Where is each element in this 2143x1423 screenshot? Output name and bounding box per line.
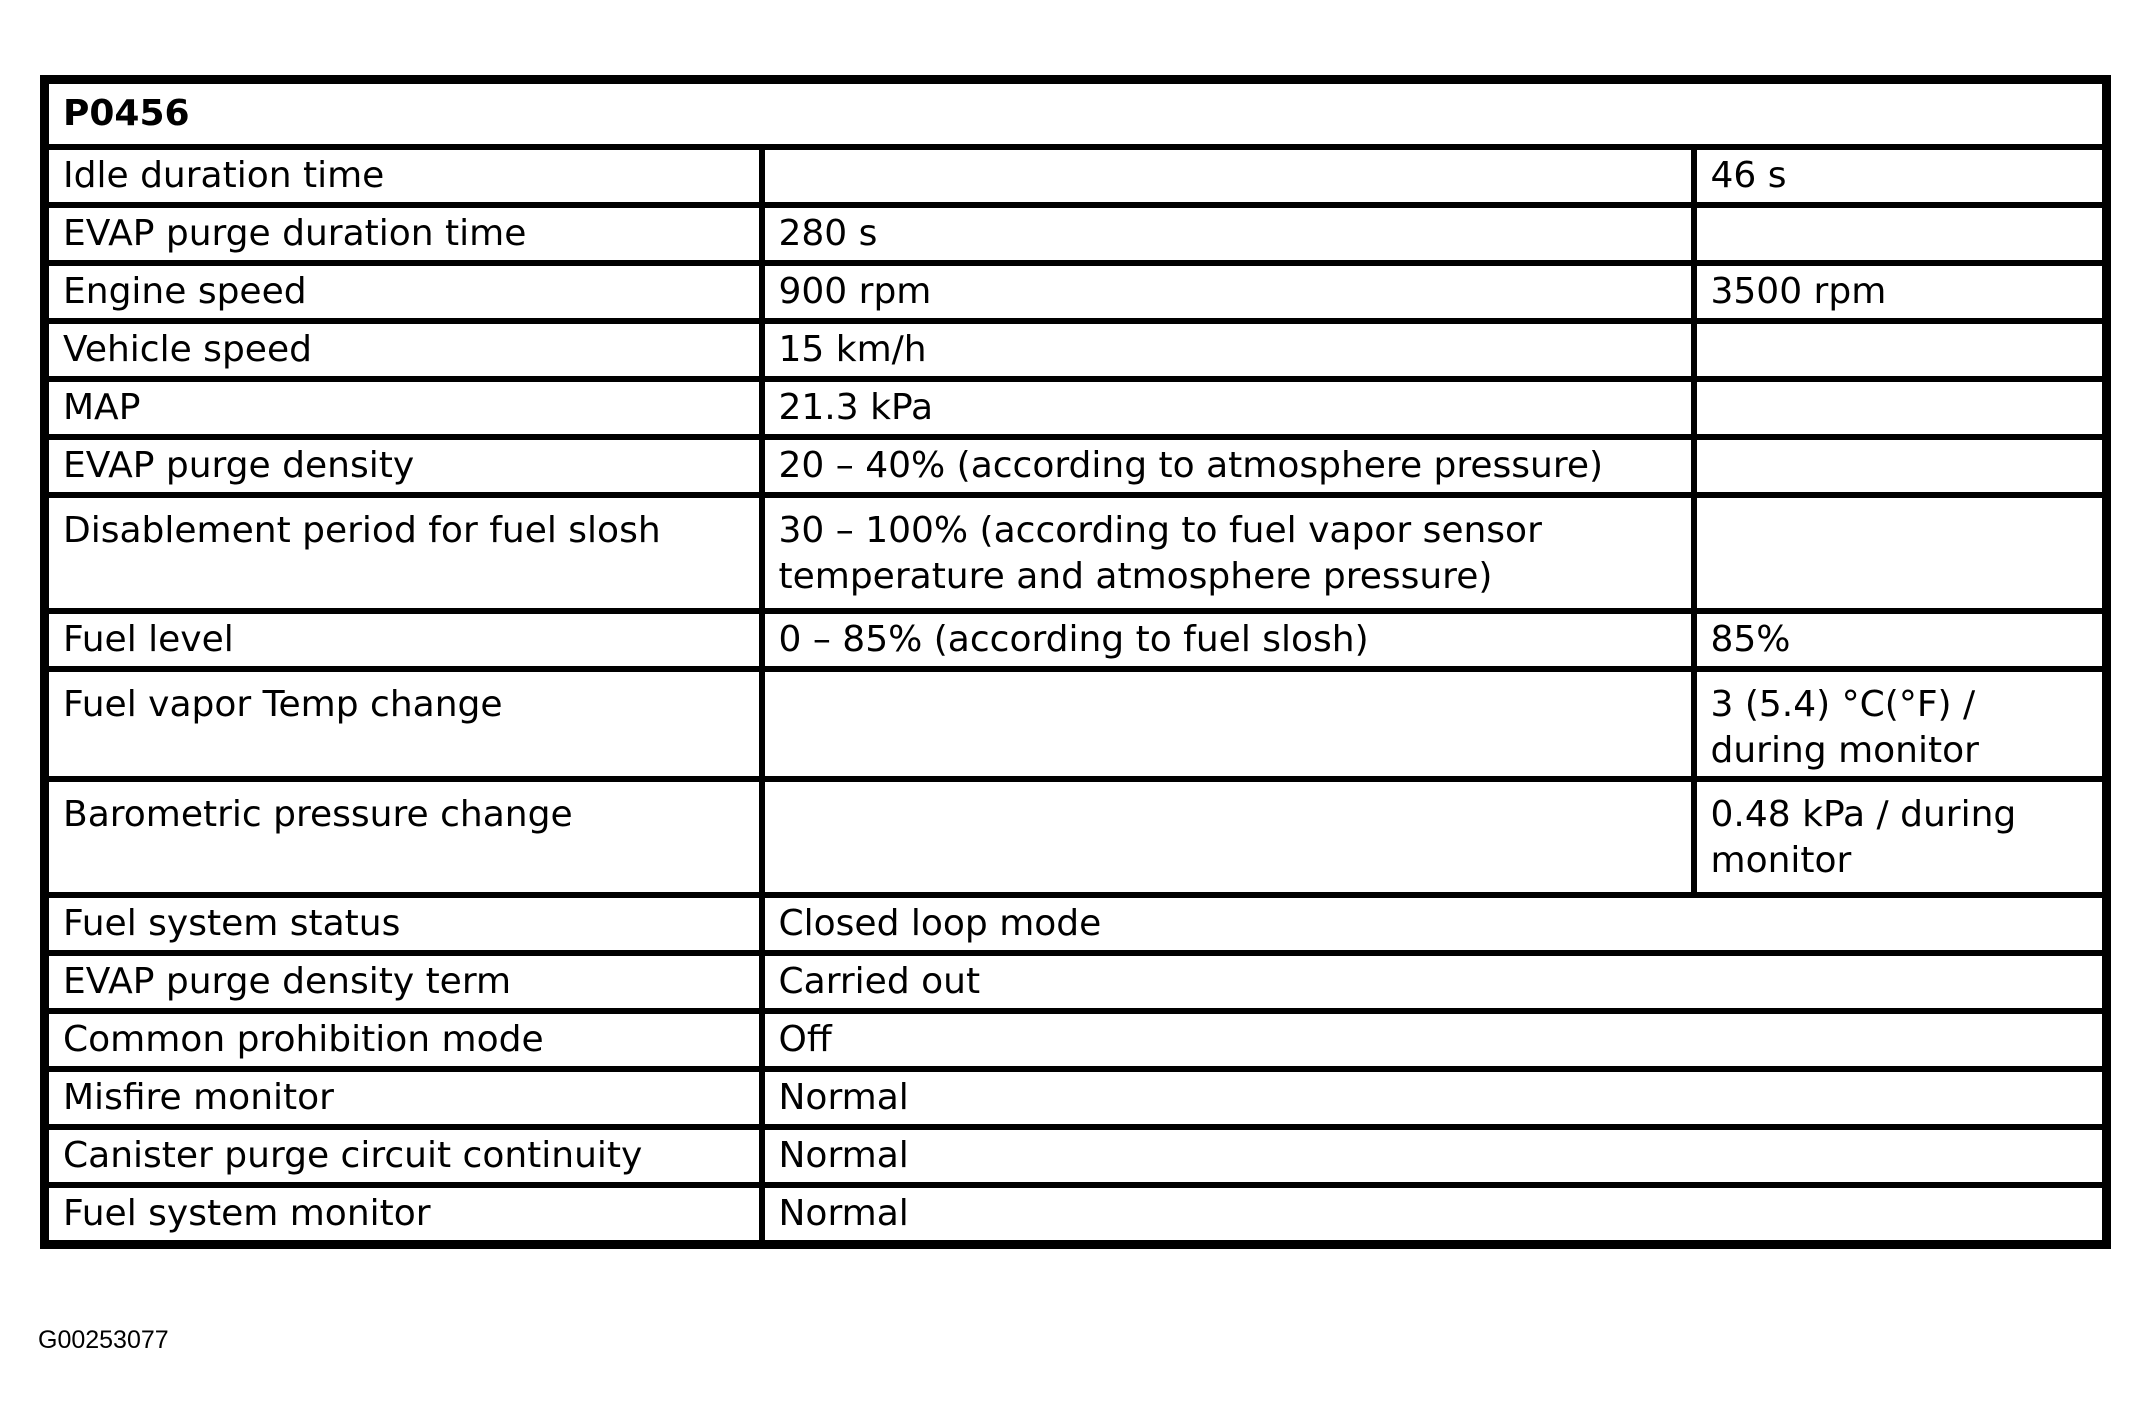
row-label: Common prohibition mode	[45, 1011, 762, 1069]
table-row	[45, 147, 2107, 205]
row-value: 280 s	[762, 205, 1694, 263]
row-label: Vehicle speed	[45, 321, 762, 379]
table-row	[45, 1185, 2107, 1245]
row-max: 3 (5.4) °C(°F) / during monitor	[1694, 669, 2107, 779]
row-value: 900 rpm	[762, 263, 1694, 321]
table-header-row	[45, 80, 2107, 148]
table-row	[45, 321, 2107, 379]
row-max: 85%	[1694, 611, 2107, 669]
row-label: MAP	[45, 379, 762, 437]
dtc-code-title: P0456	[45, 80, 2107, 148]
row-label: Fuel vapor Temp change	[45, 669, 762, 779]
table-row	[45, 611, 2107, 669]
row-max	[1694, 495, 2107, 611]
row-label: Idle duration time	[45, 147, 762, 205]
row-label: EVAP purge density	[45, 437, 762, 495]
row-max	[1694, 379, 2107, 437]
row-label: EVAP purge density term	[45, 953, 762, 1011]
row-value: Normal	[762, 1127, 2107, 1185]
table-row	[45, 1011, 2107, 1069]
table-row	[45, 205, 2107, 263]
figure-code: G00253077	[38, 1326, 169, 1354]
row-value: 30 – 100% (according to fuel vapor sensor temperature and atmosphere pressure)	[762, 495, 1694, 611]
table-row	[45, 953, 2107, 1011]
row-label: Fuel system status	[45, 895, 762, 953]
row-value: 21.3 kPa	[762, 379, 1694, 437]
row-max: 0.48 kPa / during monitor	[1694, 779, 2107, 895]
row-label: Barometric pressure change	[45, 779, 762, 895]
row-max	[1694, 321, 2107, 379]
row-value: 0 – 85% (according to fuel slosh)	[762, 611, 1694, 669]
row-value: Off	[762, 1011, 2107, 1069]
row-label: Misfire monitor	[45, 1069, 762, 1127]
row-value	[762, 779, 1694, 895]
diagnostic-data-table	[40, 75, 2111, 1249]
row-label: Engine speed	[45, 263, 762, 321]
table-row	[45, 1069, 2107, 1127]
table-row	[45, 263, 2107, 321]
table-row	[45, 495, 2107, 611]
row-value	[762, 147, 1694, 205]
row-max	[1694, 205, 2107, 263]
table-row	[45, 1127, 2107, 1185]
row-max: 46 s	[1694, 147, 2107, 205]
row-value: Normal	[762, 1069, 2107, 1127]
row-value: 20 – 40% (according to atmosphere pressure)	[762, 437, 1694, 495]
row-label: Fuel system monitor	[45, 1185, 762, 1245]
row-value: Closed loop mode	[762, 895, 2107, 953]
row-max: 3500 rpm	[1694, 263, 2107, 321]
row-label: Disablement period for fuel slosh	[45, 495, 762, 611]
table-row	[45, 895, 2107, 953]
row-max	[1694, 437, 2107, 495]
row-value: 15 km/h	[762, 321, 1694, 379]
row-label: Fuel level	[45, 611, 762, 669]
row-label: Canister purge circuit continuity	[45, 1127, 762, 1185]
table-row	[45, 669, 2107, 779]
row-value	[762, 669, 1694, 779]
row-label: EVAP purge duration time	[45, 205, 762, 263]
row-value: Normal	[762, 1185, 2107, 1245]
row-value: Carried out	[762, 953, 2107, 1011]
table-row	[45, 437, 2107, 495]
table-row	[45, 779, 2107, 895]
table-row	[45, 379, 2107, 437]
